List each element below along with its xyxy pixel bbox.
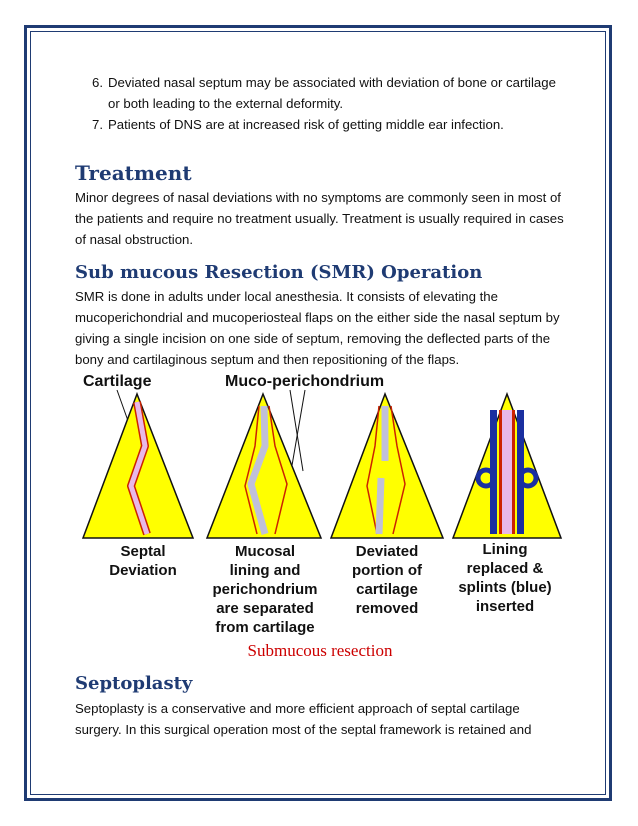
triangle-lining-replaced	[453, 394, 561, 538]
smr-paragraph: SMR is done in adults under local anesthesia. It consists of elevating the mucoperichondrial and mucoperiosteal flaps on the either side the nasal septum by giving a single incision on one side of septum, removing the deflected parts of the bony and cartilaginous septum and then repositioning of the flaps.	[75, 289, 560, 367]
caption-4-line: splints (blue)	[458, 579, 552, 596]
caption-3-line: removed	[355, 600, 419, 617]
smr-figure	[75, 366, 563, 666]
triangle-cartilage-removed	[331, 394, 443, 538]
caption-2-line: Mucosal	[234, 543, 296, 560]
septoplasty-paragraph: Septoplasty is a conservative and more efficient approach of septal cartilage surgery. In this surgical operation most of the septal framework is retained and	[75, 701, 532, 737]
caption-4-line: inserted	[475, 598, 535, 615]
list-item: 7. Patients of DNS are at increased risk of getting middle ear infection.	[92, 117, 504, 132]
caption-3-line: portion of	[352, 562, 422, 579]
caption-3-line: Deviated	[355, 543, 419, 560]
label-cartilage: Cartilage	[83, 373, 152, 390]
triangle-mucosal-separation	[207, 394, 321, 538]
triangle-septal-deviation	[83, 394, 193, 538]
deviation-list	[75, 72, 570, 135]
figure-title: Submucous resection	[247, 641, 393, 660]
cartilage-lower	[379, 478, 381, 534]
caption-2-line: are separated	[216, 600, 314, 617]
caption-2-line: perichondrium	[212, 581, 318, 598]
caption-4-line: replaced &	[466, 560, 544, 577]
treatment-heading: Treatment	[75, 161, 192, 185]
caption-2-line: from cartilage	[215, 619, 315, 636]
caption-4-line: Lining	[482, 541, 528, 558]
smr-heading: Sub mucous Resection (SMR) Operation	[75, 262, 483, 283]
cartilage-band	[502, 410, 512, 534]
septoplasty-heading: Septoplasty	[75, 673, 193, 694]
smr-diagram	[75, 366, 563, 666]
label-muco-perichondrium: Muco-perichondrium	[225, 373, 385, 390]
caption-1-line: Septal	[120, 543, 166, 560]
list-item: 6. Deviated nasal septum may be associated with deviation of bone or cartilage or both leading to the external deformity.	[92, 75, 556, 111]
caption-2-line: lining and	[229, 562, 301, 579]
caption-3-line: cartilage	[356, 581, 418, 598]
pointer-line	[290, 390, 303, 471]
caption-1-line: Deviation	[109, 562, 177, 579]
treatment-paragraph: Minor degrees of nasal deviations with no symptoms are commonly seen in most of the patients and require no treatment usually. Treatment is usually required in cases of nasal obstruction.	[75, 190, 564, 247]
